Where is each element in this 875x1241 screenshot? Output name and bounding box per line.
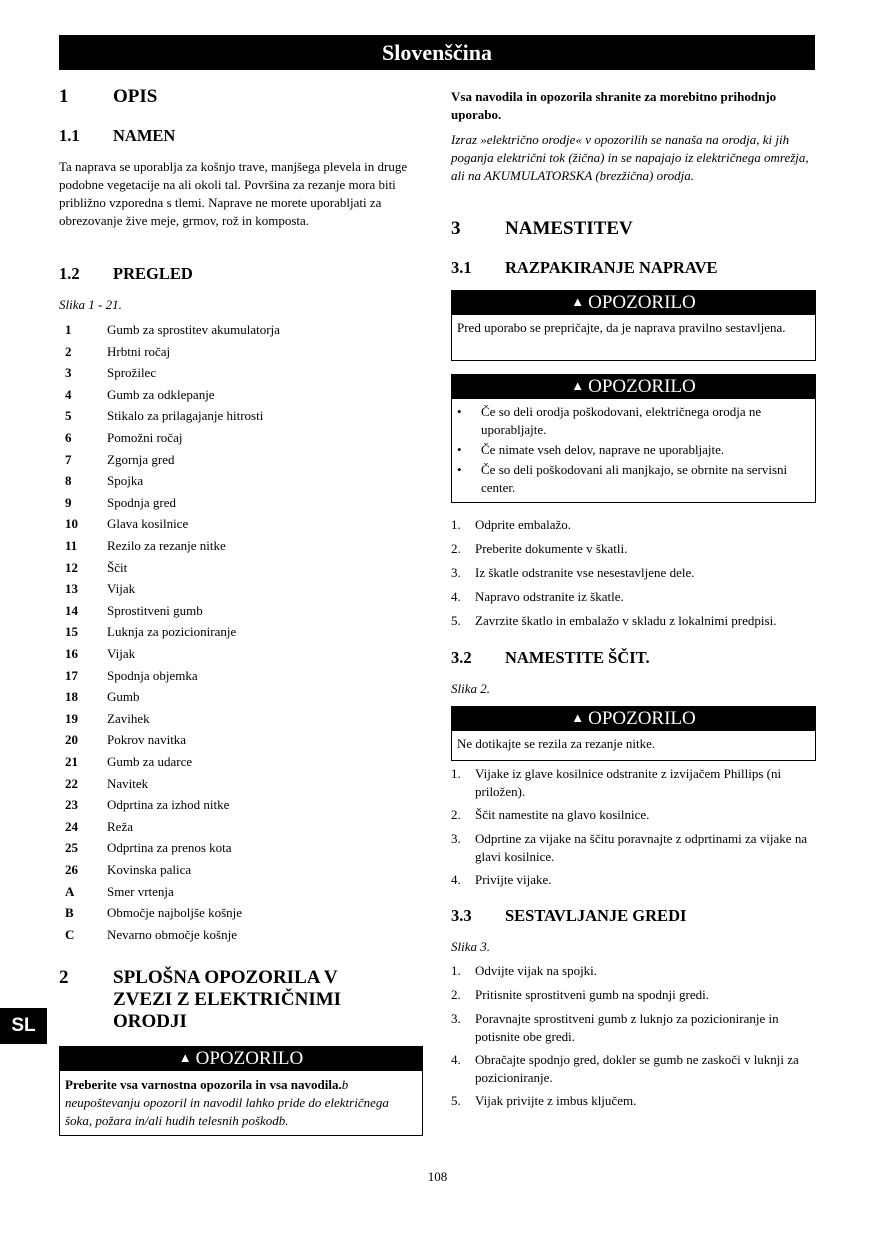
section-2-heading (59, 967, 421, 1039)
warning-triangle-icon: ▲ (571, 710, 585, 725)
warning-bullet-item (457, 461, 810, 497)
part-label: Zavihek (107, 710, 150, 726)
step-text: Poravnajte sprostitveni gumb z luknjo za pozicioniranje in potisnite obe gredi. (475, 1011, 779, 1044)
part-label: Odprtina za prenos kota (107, 840, 232, 856)
part-label: Luknja za pozicioniranje (107, 624, 237, 640)
bullet-icon: • (457, 404, 462, 419)
section-1-2-heading (59, 264, 421, 286)
warning-bullet-item (457, 441, 810, 459)
section-number: 2 (59, 967, 69, 988)
part-label: Kovinska palica (107, 862, 192, 877)
part-number: 18 (65, 689, 78, 705)
part-label: Hrbtni ročaj (107, 343, 171, 359)
part-number: B (65, 905, 74, 921)
warning-box-damaged-parts (451, 374, 816, 503)
warning-body (452, 399, 815, 501)
part-label: Navitek (107, 775, 149, 791)
section-title: OPIS (113, 86, 158, 107)
part-label: Vijak (107, 646, 136, 661)
part-number: 7 (65, 451, 72, 467)
warning-bullet-list (457, 403, 810, 497)
part-number: 23 (65, 797, 78, 813)
bullet-icon: • (457, 442, 462, 457)
part-label: Gumb za udarce (107, 754, 193, 769)
section-title: RAZPAKIRANJE NAPRAVE (505, 258, 718, 277)
part-number: 8 (65, 473, 72, 489)
part-label: Odprtina za izhod nitke (107, 797, 230, 813)
warning-bold-text: Preberite vsa varnostna opozorila in vsa navodila. (65, 1077, 342, 1092)
part-label: Spodnja gred (107, 494, 176, 510)
step-number: 1. (451, 766, 461, 781)
section-title: NAMESTITE ŠČIT. (505, 648, 650, 667)
warning-box-general (59, 1046, 423, 1136)
part-number: 16 (65, 646, 78, 661)
warning-triangle-icon: ▲ (571, 378, 585, 393)
part-label: Sprožilec (107, 365, 157, 381)
figure-reference: Slika 3. (451, 939, 490, 954)
section-3-3-heading (451, 906, 816, 928)
step-text: Ščit namestite na glavo kosilnice. (475, 807, 650, 822)
part-label: Nevarno območje košnje (107, 926, 237, 942)
language-side-tab: SL (0, 1008, 47, 1044)
warning-box-assembly (451, 290, 816, 361)
part-number: 6 (65, 430, 72, 445)
section-number: 1 (59, 86, 69, 107)
step-number: 4. (451, 1052, 461, 1067)
part-number: 1 (65, 322, 72, 337)
section-title-line: ORODJI (113, 1011, 187, 1032)
part-label: Gumb za odklepanje (107, 386, 215, 402)
part-number: 19 (65, 710, 78, 726)
part-number: 13 (65, 581, 78, 597)
warning-body: Ne dotikajte se rezila za rezanje nitke. (457, 736, 656, 751)
purpose-text: Ta naprava se uporablja za košnjo trave, manjšega plevela in druge podobne vegetacije na ali okoli tal. Površina za rezanje mora biti približno vzporedna s tlemi. Naprave ne morete uporabljati za obrezovanje žive meje, grmov, rož in komposta. (59, 159, 408, 228)
warning-triangle-icon: ▲ (178, 1050, 192, 1065)
step-text: Napravo odstranite iz škatle. (475, 589, 624, 604)
part-label: Gumb (107, 689, 140, 705)
part-label: Spodnja objemka (107, 667, 198, 683)
bullet-icon: • (457, 462, 462, 477)
power-tool-term-text: Izraz »električno orodje« v opozorilih se nanaša na orodja, ki jih poganja električni tok (žična) in se napajajo iz električnega omrežja, ali na AKUMULATORSKA (brezžična) orodja. (451, 132, 809, 183)
step-text: Iz škatle odstranite vse nesestavljene dele. (475, 565, 695, 580)
part-label: Gumb za sprostitev akumulatorja (107, 322, 280, 337)
warning-body: Pred uporabo se prepričajte, da je naprava pravilno sestavljena. (457, 320, 786, 335)
step-number: 2. (451, 541, 461, 556)
part-number: 15 (65, 624, 78, 640)
figure-reference: Slika 2. (451, 681, 490, 696)
section-title: NAMEN (113, 126, 176, 145)
part-number: 9 (65, 494, 72, 510)
part-number: 3 (65, 365, 72, 381)
part-number: 10 (65, 516, 78, 532)
keep-instructions-text: Vsa navodila in opozorila shranite za morebitno prihodnjo uporabo. (451, 89, 777, 122)
step-text: Odprtine za vijake na ščitu poravnajte z odprtinami za vijake na glavi kosilnice. (475, 831, 808, 864)
part-number: 20 (65, 732, 78, 748)
part-label: Rezilo za rezanje nitke (107, 538, 226, 553)
section-title: PREGLED (113, 264, 193, 283)
warning-header (452, 375, 815, 399)
part-number: C (65, 926, 75, 942)
part-number: 2 (65, 343, 72, 359)
part-label: Reža (107, 818, 133, 834)
part-number: 11 (65, 538, 78, 553)
part-number: 14 (65, 602, 78, 618)
step-text: Privijte vijake. (475, 872, 552, 887)
step-number: 3. (451, 565, 461, 580)
step-text: Obračajte spodnjo gred, dokler se gumb ne zaskoči v luknji za pozicioniranje. (475, 1052, 799, 1085)
part-label: Pomožni ročaj (107, 430, 183, 445)
part-number: 25 (65, 840, 78, 856)
warning-title: OPOZORILO (588, 292, 696, 313)
step-number: 1. (451, 517, 461, 532)
part-number: 4 (65, 386, 72, 402)
section-number: 3.1 (451, 258, 472, 277)
part-number: 24 (65, 818, 78, 834)
warning-box-blade (451, 706, 816, 761)
part-label: Spojka (107, 473, 144, 489)
part-label: Pokrov navitka (107, 732, 187, 748)
warning-header (452, 707, 815, 731)
section-title (113, 967, 413, 1033)
section-number: 3 (451, 218, 461, 239)
warning-title: OPOZORILO (588, 376, 696, 397)
part-label: Glava kosilnice (107, 516, 189, 532)
step-number: 2. (451, 987, 461, 1002)
part-label: Ščit (107, 559, 128, 575)
section-title-line: SPLOŠNA OPOZORILA V (113, 967, 338, 988)
section-3-1-heading (451, 258, 816, 280)
bullet-text: Če so deli poškodovani ali manjkajo, se obrnite na servisni center. (481, 462, 788, 495)
section-3-2-heading (451, 648, 816, 670)
bullet-text: Če so deli orodja poškodovani, električnega orodja ne uporabljajte. (481, 404, 762, 437)
step-number: 5. (451, 1093, 461, 1108)
part-number: 26 (65, 862, 78, 877)
step-number: 2. (451, 807, 461, 822)
step-number: 5. (451, 613, 461, 628)
step-text: Vijake iz glave kosilnice odstranite z izvijačem Phillips (ni priložen). (475, 766, 782, 799)
section-title: SESTAVLJANJE GREDI (505, 906, 687, 925)
step-number: 3. (451, 1011, 461, 1026)
part-label: Območje najboljše košnje (107, 905, 243, 921)
part-number: 5 (65, 408, 72, 424)
part-label: Zgornja gred (107, 451, 175, 467)
section-number: 1.2 (59, 264, 80, 283)
parts-list (59, 322, 421, 952)
warning-header (60, 1047, 422, 1071)
part-label: Sprostitveni gumb (107, 602, 203, 618)
page-number: 108 (427, 1169, 448, 1184)
figure-reference: Slika 1 - 21. (59, 297, 122, 312)
part-number: 12 (65, 559, 78, 575)
part-label: Smer vrtenja (107, 883, 174, 899)
language-banner: Slovenščina (59, 35, 815, 70)
part-number: A (65, 883, 75, 899)
step-number: 4. (451, 589, 461, 604)
section-1-1-heading (59, 126, 421, 148)
step-number: 1. (451, 963, 461, 978)
warning-title: OPOZORILO (195, 1048, 304, 1069)
section-number: 1.1 (59, 126, 80, 145)
step-number: 4. (451, 872, 461, 887)
part-label: Vijak (107, 581, 136, 597)
step-text: Zavrzite škatlo in embalažo v skladu z lokalnimi predpisi. (475, 613, 777, 628)
warning-title: OPOZORILO (588, 708, 696, 729)
part-number: 22 (65, 775, 78, 791)
section-3-heading (451, 218, 816, 242)
bullet-text: Če nimate vseh delov, naprave ne uporabljajte. (481, 442, 725, 457)
step-number: 3. (451, 831, 461, 846)
step-text: Vijak privijte z imbus ključem. (475, 1093, 637, 1108)
warning-triangle-icon: ▲ (571, 294, 585, 309)
warning-body (60, 1071, 422, 1134)
warning-header (452, 291, 815, 315)
part-number: 21 (65, 754, 78, 769)
section-number: 3.2 (451, 648, 472, 667)
part-label: Stikalo za prilagajanje hitrosti (107, 408, 264, 424)
section-1-heading (59, 86, 421, 110)
section-number: 3.3 (451, 906, 472, 925)
warning-italic-text: b neupoštevanju opozoril in navodil lahko pride do električnega šoka, požara in/ali hudih telesnih poškodb. (65, 1077, 389, 1128)
warning-bullet-item (457, 403, 810, 439)
part-number: 17 (65, 667, 78, 683)
section-title-line: ZVEZI Z ELEKTRIČNIMI (113, 989, 342, 1010)
step-text: Preberite dokumente v škatli. (475, 541, 628, 556)
section-title: NAMESTITEV (505, 218, 633, 239)
step-text: Odvijte vijak na spojki. (475, 963, 598, 978)
step-text: Pritisnite sprostitveni gumb na spodnji gredi. (475, 987, 709, 1002)
step-text: Odprite embalažo. (475, 517, 572, 532)
